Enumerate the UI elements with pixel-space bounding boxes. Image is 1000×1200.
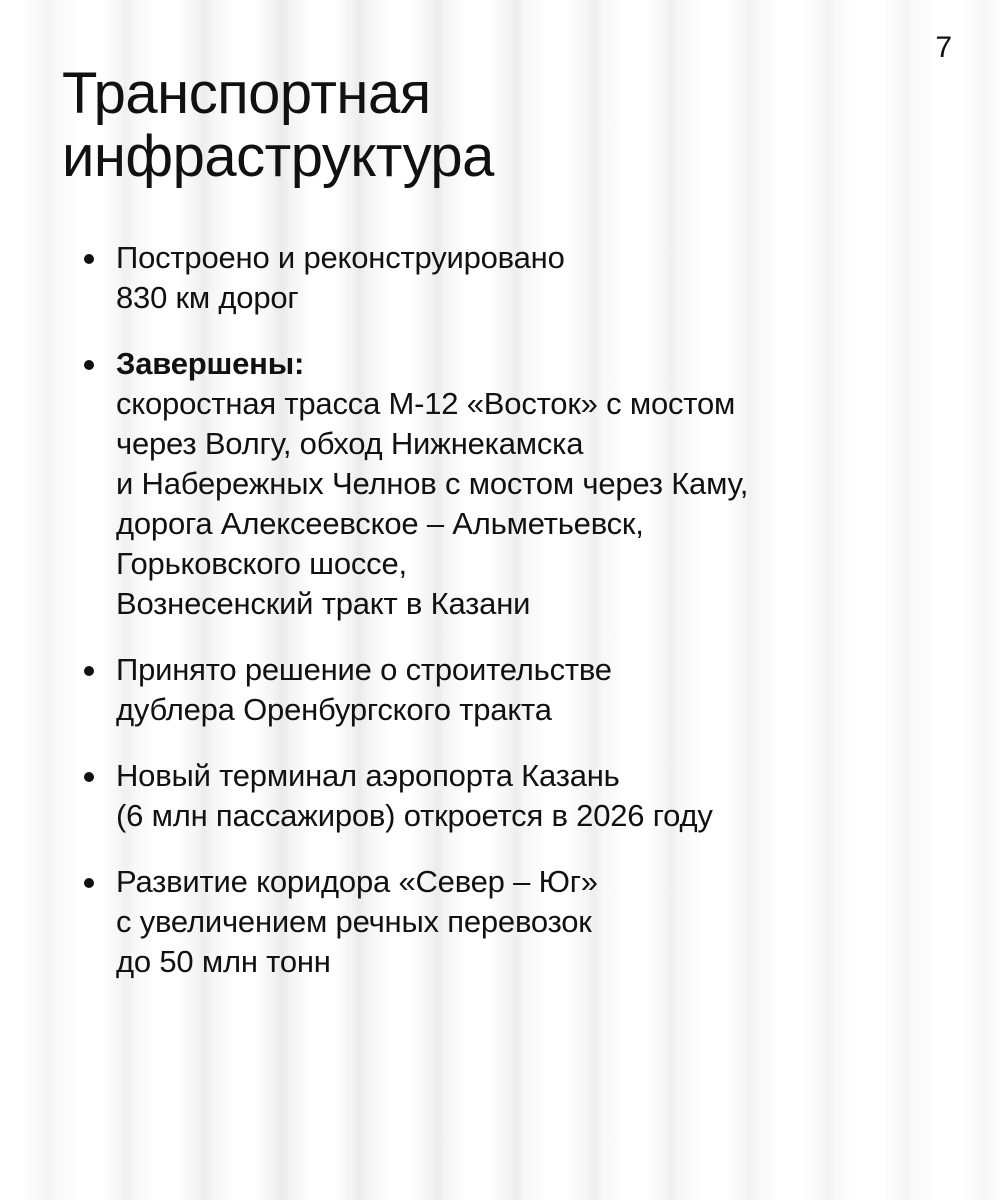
bullet-line: и Набережных Челнов с мостом через Каму, (116, 466, 749, 501)
bullet-north-south-corridor (80, 862, 940, 982)
bullet-roads-built (80, 238, 940, 318)
page-number: 7 (935, 31, 952, 64)
bullet-line: дублера Оренбургского тракта (116, 692, 552, 727)
bullet-line: Построено и реконструировано (116, 240, 565, 275)
bullet-airport-terminal (80, 756, 940, 836)
bullet-line: скоростная трасса М-12 «Восток» с мостом (116, 386, 736, 421)
title-line: инфраструктура (62, 124, 494, 189)
title-line: Транспортная (62, 61, 431, 126)
bullet-dot-icon (84, 666, 94, 676)
bullet-line: Принято решение о строительстве (116, 652, 612, 687)
bullet-line: через Волгу, обход Нижнекамска (116, 426, 584, 461)
bullet-completed-projects (80, 344, 940, 624)
bullet-list (80, 238, 940, 982)
bullet-line: (6 млн пассажиров) откроется в 2026 году (116, 798, 713, 833)
page-title (62, 62, 942, 188)
bullet-heading: Завершены: (116, 346, 305, 381)
bullet-line: до 50 млн тонн (116, 944, 331, 979)
bullet-line: дорога Алексеевское – Альметьевск, (116, 506, 644, 541)
bullet-line: с увеличением речных перевозок (116, 904, 592, 939)
bullet-dot-icon (84, 878, 94, 888)
bullet-line: Новый терминал аэропорта Казань (116, 758, 620, 793)
bullet-orenburg-tract (80, 650, 940, 730)
bullet-dot-icon (84, 360, 94, 370)
bullet-dot-icon (84, 254, 94, 264)
bullet-line: Вознесенский тракт в Казани (116, 586, 531, 621)
bullet-line: Развитие коридора «Север – Юг» (116, 864, 598, 899)
bullet-dot-icon (84, 772, 94, 782)
bullet-line: 830 км дорог (116, 280, 299, 315)
bullet-line: Горьковского шоссе, (116, 546, 407, 581)
